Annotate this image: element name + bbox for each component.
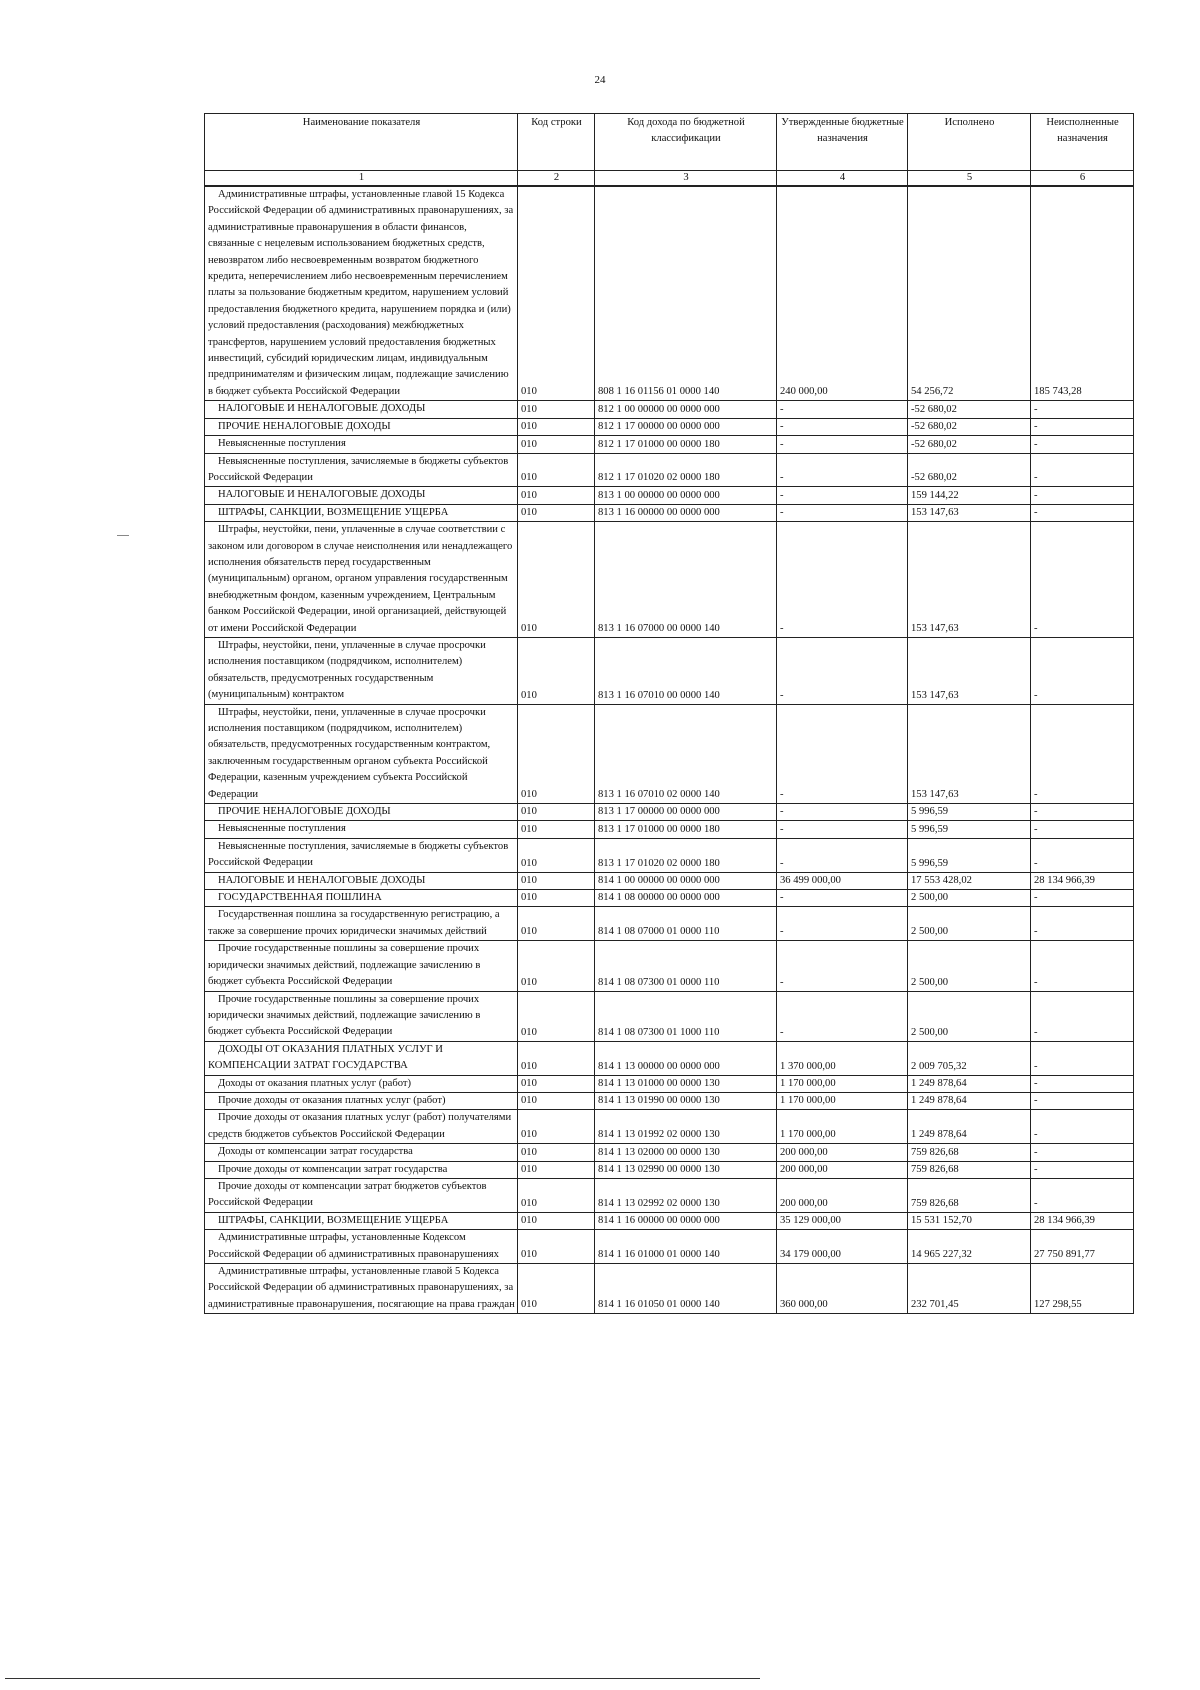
income-code-cell: 814 1 08 07000 01 0000 110 bbox=[595, 907, 777, 941]
table-row bbox=[205, 991, 1134, 1041]
executed-amount-cell: 14 965 227,32 bbox=[908, 1230, 1031, 1264]
page-number: 24 bbox=[594, 74, 606, 86]
indicator-name-cell: Прочие доходы от компенсации затрат бюджетов субъектов Российской Федерации bbox=[205, 1178, 518, 1212]
income-code-cell: 814 1 16 01050 01 0000 140 bbox=[595, 1264, 777, 1314]
income-code-cell: 813 1 16 07010 00 0000 140 bbox=[595, 637, 777, 704]
line-code-cell: 010 bbox=[518, 941, 595, 991]
indicator-name-cell: Административные штрафы, установленные Кодексом Российской Федерации об административных правонарушениях bbox=[205, 1230, 518, 1264]
header-approved: Утвержденные бюджетные назначения bbox=[777, 114, 908, 171]
income-code-cell: 814 1 13 02992 02 0000 130 bbox=[595, 1178, 777, 1212]
indicator-name-cell: Штрафы, неустойки, пени, уплаченные в случае просрочки исполнения поставщиком (подрядчиком, исполнителем) обязательств, предусмотренных государственным (муниципальным) контрактом bbox=[205, 637, 518, 704]
income-code-cell: 812 1 17 01020 02 0000 180 bbox=[595, 453, 777, 487]
table-body bbox=[205, 186, 1134, 1314]
unexecuted-amount-cell: - bbox=[1031, 804, 1134, 821]
table-row bbox=[205, 890, 1134, 907]
indicator-name-cell: Доходы от оказания платных услуг (работ) bbox=[205, 1075, 518, 1092]
executed-amount-cell: 159 144,22 bbox=[908, 487, 1031, 504]
unexecuted-amount-cell: - bbox=[1031, 1110, 1134, 1144]
income-code-cell: 813 1 16 07010 02 0000 140 bbox=[595, 704, 777, 803]
table-row bbox=[205, 637, 1134, 704]
line-code-cell: 010 bbox=[518, 907, 595, 941]
indicator-name-cell: Невыясненные поступления bbox=[205, 436, 518, 453]
approved-amount-cell: - bbox=[777, 637, 908, 704]
approved-amount-cell: 1 170 000,00 bbox=[777, 1110, 908, 1144]
unexecuted-amount-cell: - bbox=[1031, 1092, 1134, 1109]
line-code-cell: 010 bbox=[518, 838, 595, 872]
indicator-name-cell: Невыясненные поступления, зачисляемые в бюджеты субъектов Российской Федерации bbox=[205, 838, 518, 872]
approved-amount-cell: 35 129 000,00 bbox=[777, 1212, 908, 1229]
table-row bbox=[205, 838, 1134, 872]
executed-amount-cell: 1 249 878,64 bbox=[908, 1075, 1031, 1092]
executed-amount-cell: 15 531 152,70 bbox=[908, 1212, 1031, 1229]
income-code-cell: 814 1 08 07300 01 1000 110 bbox=[595, 991, 777, 1041]
bottom-rule bbox=[5, 1678, 760, 1679]
approved-amount-cell: - bbox=[777, 418, 908, 435]
executed-amount-cell: 153 147,63 bbox=[908, 637, 1031, 704]
table-row bbox=[205, 504, 1134, 521]
income-code-cell: 813 1 17 01000 00 0000 180 bbox=[595, 821, 777, 838]
indicator-name-cell: ШТРАФЫ, САНКЦИИ, ВОЗМЕЩЕНИЕ УЩЕРБА bbox=[205, 504, 518, 521]
income-code-cell: 814 1 00 00000 00 0000 000 bbox=[595, 872, 777, 889]
line-code-cell: 010 bbox=[518, 1075, 595, 1092]
executed-amount-cell: 759 826,68 bbox=[908, 1161, 1031, 1178]
approved-amount-cell: 360 000,00 bbox=[777, 1264, 908, 1314]
unexecuted-amount-cell: - bbox=[1031, 418, 1134, 435]
unexecuted-amount-cell: - bbox=[1031, 436, 1134, 453]
indicator-name-cell: Прочие доходы от оказания платных услуг (работ) получателями средств бюджетов субъектов Российской Федерации bbox=[205, 1110, 518, 1144]
executed-amount-cell: 1 249 878,64 bbox=[908, 1110, 1031, 1144]
executed-amount-cell: 232 701,45 bbox=[908, 1264, 1031, 1314]
indicator-name-cell: НАЛОГОВЫЕ И НЕНАЛОГОВЫЕ ДОХОДЫ bbox=[205, 401, 518, 418]
approved-amount-cell: 1 370 000,00 bbox=[777, 1041, 908, 1075]
line-code-cell: 010 bbox=[518, 436, 595, 453]
table-row bbox=[205, 487, 1134, 504]
indicator-name-cell: ДОХОДЫ ОТ ОКАЗАНИЯ ПЛАТНЫХ УСЛУГ И КОМПЕНСАЦИИ ЗАТРАТ ГОСУДАРСТВА bbox=[205, 1041, 518, 1075]
budget-execution-table bbox=[204, 113, 1134, 1314]
approved-amount-cell: - bbox=[777, 504, 908, 521]
indicator-name-cell: Административные штрафы, установленные главой 5 Кодекса Российской Федерации об административных правонарушениях, за административные правонарушения, посягающие на права граждан bbox=[205, 1264, 518, 1314]
approved-amount-cell: - bbox=[777, 804, 908, 821]
unexecuted-amount-cell: - bbox=[1031, 522, 1134, 638]
indicator-name-cell: ГОСУДАРСТВЕННАЯ ПОШЛИНА bbox=[205, 890, 518, 907]
line-code-cell: 010 bbox=[518, 821, 595, 838]
line-code-cell: 010 bbox=[518, 522, 595, 638]
line-code-cell: 010 bbox=[518, 487, 595, 504]
unexecuted-amount-cell: - bbox=[1031, 890, 1134, 907]
approved-amount-cell: - bbox=[777, 487, 908, 504]
unexecuted-amount-cell: - bbox=[1031, 1144, 1134, 1161]
indicator-name-cell: Прочие доходы от оказания платных услуг (работ) bbox=[205, 1092, 518, 1109]
unexecuted-amount-cell: - bbox=[1031, 504, 1134, 521]
income-code-cell: 813 1 16 07000 00 0000 140 bbox=[595, 522, 777, 638]
executed-amount-cell: 153 147,63 bbox=[908, 704, 1031, 803]
unexecuted-amount-cell: - bbox=[1031, 1041, 1134, 1075]
executed-amount-cell: 759 826,68 bbox=[908, 1178, 1031, 1212]
approved-amount-cell: - bbox=[777, 436, 908, 453]
table-row bbox=[205, 804, 1134, 821]
executed-amount-cell: -52 680,02 bbox=[908, 418, 1031, 435]
unexecuted-amount-cell: - bbox=[1031, 821, 1134, 838]
column-number: 1 bbox=[205, 171, 518, 187]
table-row bbox=[205, 1041, 1134, 1075]
approved-amount-cell: - bbox=[777, 704, 908, 803]
approved-amount-cell: - bbox=[777, 991, 908, 1041]
line-code-cell: 010 bbox=[518, 1041, 595, 1075]
unexecuted-amount-cell: - bbox=[1031, 487, 1134, 504]
indicator-name-cell: НАЛОГОВЫЕ И НЕНАЛОГОВЫЕ ДОХОДЫ bbox=[205, 487, 518, 504]
table-row bbox=[205, 1092, 1134, 1109]
indicator-name-cell: Прочие доходы от компенсации затрат государства bbox=[205, 1161, 518, 1178]
table-row bbox=[205, 907, 1134, 941]
table-row bbox=[205, 522, 1134, 638]
executed-amount-cell: 54 256,72 bbox=[908, 186, 1031, 401]
table-row bbox=[205, 401, 1134, 418]
executed-amount-cell: 5 996,59 bbox=[908, 838, 1031, 872]
table-row bbox=[205, 1161, 1134, 1178]
column-number: 3 bbox=[595, 171, 777, 187]
line-code-cell: 010 bbox=[518, 504, 595, 521]
income-code-cell: 813 1 17 00000 00 0000 000 bbox=[595, 804, 777, 821]
line-code-cell: 010 bbox=[518, 704, 595, 803]
unexecuted-amount-cell: 185 743,28 bbox=[1031, 186, 1134, 401]
line-code-cell: 010 bbox=[518, 401, 595, 418]
indicator-name-cell: Штрафы, неустойки, пени, уплаченные в случае просрочки исполнения поставщиком (подрядчиком, исполнителем) обязательств, предусмотренных государственным контрактом, заключенным государственным органом субъекта Российской Федерации, казенным учреждением субъекта Российской Федерации bbox=[205, 704, 518, 803]
income-code-cell: 812 1 17 00000 00 0000 000 bbox=[595, 418, 777, 435]
income-code-cell: 814 1 13 02000 00 0000 130 bbox=[595, 1144, 777, 1161]
indicator-name-cell: Доходы от компенсации затрат государства bbox=[205, 1144, 518, 1161]
income-code-cell: 808 1 16 01156 01 0000 140 bbox=[595, 186, 777, 401]
approved-amount-cell: 1 170 000,00 bbox=[777, 1092, 908, 1109]
executed-amount-cell: 17 553 428,02 bbox=[908, 872, 1031, 889]
line-code-cell: 010 bbox=[518, 1144, 595, 1161]
indicator-name-cell: Невыясненные поступления bbox=[205, 821, 518, 838]
executed-amount-cell: 2 500,00 bbox=[908, 991, 1031, 1041]
income-code-cell: 814 1 13 00000 00 0000 000 bbox=[595, 1041, 777, 1075]
table-row bbox=[205, 704, 1134, 803]
unexecuted-amount-cell: - bbox=[1031, 1161, 1134, 1178]
table-row bbox=[205, 418, 1134, 435]
table-row bbox=[205, 1075, 1134, 1092]
executed-amount-cell: -52 680,02 bbox=[908, 436, 1031, 453]
unexecuted-amount-cell: - bbox=[1031, 453, 1134, 487]
header-unexecuted: Неисполненные назначения bbox=[1031, 114, 1134, 171]
unexecuted-amount-cell: - bbox=[1031, 401, 1134, 418]
approved-amount-cell: 200 000,00 bbox=[777, 1161, 908, 1178]
column-number: 6 bbox=[1031, 171, 1134, 187]
unexecuted-amount-cell: - bbox=[1031, 907, 1134, 941]
indicator-name-cell: Административные штрафы, установленные главой 15 Кодекса Российской Федерации об административных правонарушениях, за административные правонарушения в области финансов, связанные с нецелевым использованием бюджетных средств, невозвратом либо несвоевременным возвратом бюджетного кредита, неперечислением либо несвоевременным перечислением платы за пользование бюджетным кредитом, нарушением условий предоставления бюджетного кредита, нарушением порядка и (или) условий предоставления (расходования) межбюджетных трансфертов, нарушением условий предоставления бюджетных инвестиций, субсидий юридическим лицам, индивидуальным предпринимателям и физическим лицам, подлежащие зачислению в бюджет субъекта Российской Федерации bbox=[205, 186, 518, 401]
unexecuted-amount-cell: - bbox=[1031, 704, 1134, 803]
table-row bbox=[205, 1144, 1134, 1161]
approved-amount-cell: - bbox=[777, 890, 908, 907]
unexecuted-amount-cell: - bbox=[1031, 1178, 1134, 1212]
line-code-cell: 010 bbox=[518, 1178, 595, 1212]
executed-amount-cell: 5 996,59 bbox=[908, 821, 1031, 838]
line-code-cell: 010 bbox=[518, 872, 595, 889]
approved-amount-cell: - bbox=[777, 821, 908, 838]
table-row bbox=[205, 436, 1134, 453]
income-code-cell: 814 1 13 02990 00 0000 130 bbox=[595, 1161, 777, 1178]
line-code-cell: 010 bbox=[518, 186, 595, 401]
executed-amount-cell: 2 500,00 bbox=[908, 907, 1031, 941]
header-executed: Исполнено bbox=[908, 114, 1031, 171]
table-row bbox=[205, 1230, 1134, 1264]
income-code-cell: 814 1 13 01000 00 0000 130 bbox=[595, 1075, 777, 1092]
column-number: 4 bbox=[777, 171, 908, 187]
table-row bbox=[205, 1264, 1134, 1314]
income-code-cell: 813 1 16 00000 00 0000 000 bbox=[595, 504, 777, 521]
line-code-cell: 010 bbox=[518, 1212, 595, 1229]
indicator-name-cell: Прочие государственные пошлины за совершение прочих юридически значимых действий, подлежащие зачислению в бюджет субъекта Российской Федерации bbox=[205, 991, 518, 1041]
income-code-cell: 814 1 13 01992 02 0000 130 bbox=[595, 1110, 777, 1144]
income-code-cell: 814 1 16 01000 01 0000 140 bbox=[595, 1230, 777, 1264]
income-code-cell: 813 1 00 00000 00 0000 000 bbox=[595, 487, 777, 504]
executed-amount-cell: 2 500,00 bbox=[908, 890, 1031, 907]
executed-amount-cell: 759 826,68 bbox=[908, 1144, 1031, 1161]
indicator-name-cell: НАЛОГОВЫЕ И НЕНАЛОГОВЫЕ ДОХОДЫ bbox=[205, 872, 518, 889]
indicator-name-cell: ШТРАФЫ, САНКЦИИ, ВОЗМЕЩЕНИЕ УЩЕРБА bbox=[205, 1212, 518, 1229]
table-row bbox=[205, 186, 1134, 401]
line-code-cell: 010 bbox=[518, 637, 595, 704]
approved-amount-cell: 36 499 000,00 bbox=[777, 872, 908, 889]
line-code-cell: 010 bbox=[518, 1110, 595, 1144]
approved-amount-cell: - bbox=[777, 522, 908, 638]
executed-amount-cell: -52 680,02 bbox=[908, 401, 1031, 418]
line-code-cell: 010 bbox=[518, 1092, 595, 1109]
indicator-name-cell: Невыясненные поступления, зачисляемые в бюджеты субъектов Российской Федерации bbox=[205, 453, 518, 487]
header-income-code: Код дохода по бюджетной классификации bbox=[595, 114, 777, 171]
income-code-cell: 814 1 08 07300 01 0000 110 bbox=[595, 941, 777, 991]
margin-mark bbox=[117, 535, 129, 536]
income-code-cell: 814 1 08 00000 00 0000 000 bbox=[595, 890, 777, 907]
unexecuted-amount-cell: - bbox=[1031, 838, 1134, 872]
table-row bbox=[205, 453, 1134, 487]
approved-amount-cell: 200 000,00 bbox=[777, 1178, 908, 1212]
executed-amount-cell: 153 147,63 bbox=[908, 522, 1031, 638]
executed-amount-cell: 2 009 705,32 bbox=[908, 1041, 1031, 1075]
indicator-name-cell: Прочие государственные пошлины за совершение прочих юридически значимых действий, подлежащие зачислению в бюджет субъекта Российской Федерации bbox=[205, 941, 518, 991]
approved-amount-cell: - bbox=[777, 401, 908, 418]
approved-amount-cell: - bbox=[777, 907, 908, 941]
unexecuted-amount-cell: 28 134 966,39 bbox=[1031, 1212, 1134, 1229]
income-code-cell: 813 1 17 01020 02 0000 180 bbox=[595, 838, 777, 872]
table-row bbox=[205, 821, 1134, 838]
approved-amount-cell: - bbox=[777, 453, 908, 487]
column-number: 5 bbox=[908, 171, 1031, 187]
table-row bbox=[205, 941, 1134, 991]
approved-amount-cell: 240 000,00 bbox=[777, 186, 908, 401]
unexecuted-amount-cell: - bbox=[1031, 991, 1134, 1041]
column-number: 2 bbox=[518, 171, 595, 187]
income-code-cell: 812 1 17 01000 00 0000 180 bbox=[595, 436, 777, 453]
approved-amount-cell: 1 170 000,00 bbox=[777, 1075, 908, 1092]
executed-amount-cell: 1 249 878,64 bbox=[908, 1092, 1031, 1109]
header-line-code: Код строки bbox=[518, 114, 595, 171]
income-code-cell: 814 1 13 01990 00 0000 130 bbox=[595, 1092, 777, 1109]
executed-amount-cell: 5 996,59 bbox=[908, 804, 1031, 821]
income-code-cell: 812 1 00 00000 00 0000 000 bbox=[595, 401, 777, 418]
approved-amount-cell: - bbox=[777, 941, 908, 991]
header-indicator-name: Наименование показателя bbox=[205, 114, 518, 171]
indicator-name-cell: Государственная пошлина за государственную регистрацию, а также за совершение прочих юридически значимых действий bbox=[205, 907, 518, 941]
approved-amount-cell: - bbox=[777, 838, 908, 872]
line-code-cell: 010 bbox=[518, 890, 595, 907]
indicator-name-cell: ПРОЧИЕ НЕНАЛОГОВЫЕ ДОХОДЫ bbox=[205, 418, 518, 435]
unexecuted-amount-cell: 28 134 966,39 bbox=[1031, 872, 1134, 889]
indicator-name-cell: ПРОЧИЕ НЕНАЛОГОВЫЕ ДОХОДЫ bbox=[205, 804, 518, 821]
income-code-cell: 814 1 16 00000 00 0000 000 bbox=[595, 1212, 777, 1229]
line-code-cell: 010 bbox=[518, 991, 595, 1041]
line-code-cell: 010 bbox=[518, 804, 595, 821]
indicator-name-cell: Штрафы, неустойки, пени, уплаченные в случае соответствии с законом или договором в случае неисполнения или ненадлежащего исполнения обязательств перед государственным (муниципальным) органом, органом управления государственным внебюджетным фондом, казенным учреждением, Центральным банком Российской Федерации, иной организацией, действующей от имени Российской Федерации bbox=[205, 522, 518, 638]
executed-amount-cell: 2 500,00 bbox=[908, 941, 1031, 991]
unexecuted-amount-cell: - bbox=[1031, 1075, 1134, 1092]
approved-amount-cell: 200 000,00 bbox=[777, 1144, 908, 1161]
table-row bbox=[205, 1110, 1134, 1144]
line-code-cell: 010 bbox=[518, 418, 595, 435]
table-row bbox=[205, 872, 1134, 889]
line-code-cell: 010 bbox=[518, 1264, 595, 1314]
line-code-cell: 010 bbox=[518, 1161, 595, 1178]
approved-amount-cell: 34 179 000,00 bbox=[777, 1230, 908, 1264]
line-code-cell: 010 bbox=[518, 1230, 595, 1264]
unexecuted-amount-cell: - bbox=[1031, 637, 1134, 704]
table-row bbox=[205, 1212, 1134, 1229]
unexecuted-amount-cell: 127 298,55 bbox=[1031, 1264, 1134, 1314]
executed-amount-cell: -52 680,02 bbox=[908, 453, 1031, 487]
line-code-cell: 010 bbox=[518, 453, 595, 487]
table-row bbox=[205, 1178, 1134, 1212]
unexecuted-amount-cell: 27 750 891,77 bbox=[1031, 1230, 1134, 1264]
executed-amount-cell: 153 147,63 bbox=[908, 504, 1031, 521]
unexecuted-amount-cell: - bbox=[1031, 941, 1134, 991]
